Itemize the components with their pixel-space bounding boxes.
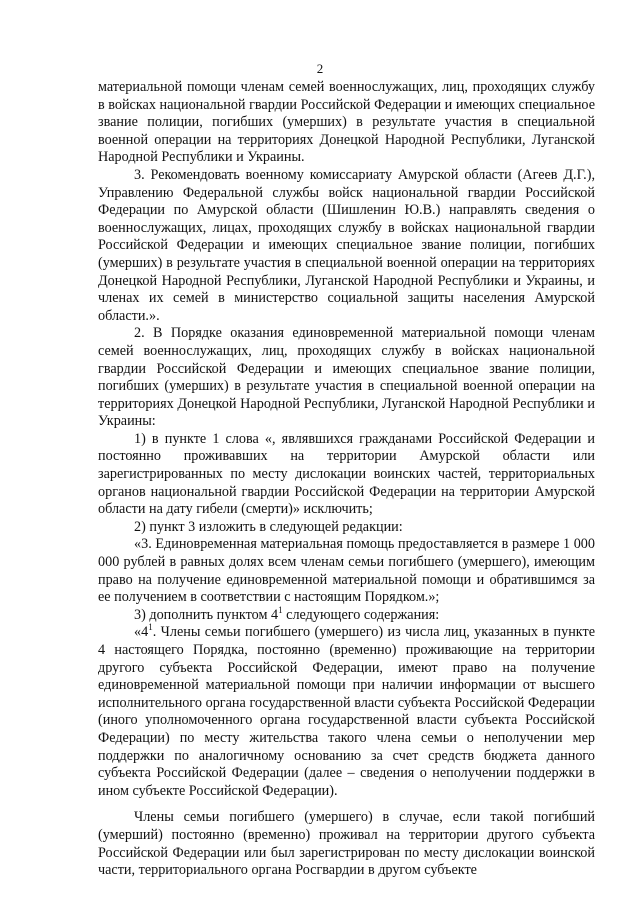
paragraph-quoted-item-4-1 xyxy=(98,624,595,800)
superscript-1: 1 xyxy=(148,622,153,633)
paragraph-subitem-2: 2) пункт 3 изложить в следующей редакции: xyxy=(134,518,403,535)
quoted-item-text-after: . Члены семьи погибшего (умершего) из числа лиц, указанных в пункте 4 настоящего Порядка, постоянно (временно) проживающие на территории другого субъекта Российской Федерации, имеют право на получение единовременной материальной помощи при наличии информации от высшего исполнительного органа государственной власти субъекта Российской Федерации (иного уполномоченного органа государственной власти субъекта Российской Федерации) по месту жительства такого члена семьи о неполучении мер поддержки по аналогичному основанию за счет средств бюджета данного субъекта Российской Федерации (далее – сведения о неполучении поддержки в ином субъекте Российской Федерации). xyxy=(98,624,595,799)
paragraph-subitem-3 xyxy=(98,604,595,625)
paragraph-continuation: материальной помощи членам семей военнослужащих, лиц, проходящих службу в войсках национальной гвардии Российской Федерации и имеющих специальное звание полиции, погибших (умерших) в результате участия в специальной военной операции на территориях Донецкой Народной Республики, Луганской Народной Республики и Украины. xyxy=(98,79,595,166)
superscript-1: 1 xyxy=(278,604,283,615)
subitem-3-text-after: следующего содержания: xyxy=(282,606,440,623)
paragraph-quoted-item-3: «3. Единовременная материальная помощь предоставляется в размере 1 000 000 рублей в равных долях всем членам семьи погибшего (умершего), имеющим право на получение единовременной материальной помощи и обратившимся за ее получением в соответствии с настоящим Порядком.»; xyxy=(98,536,595,606)
page-number: 2 xyxy=(316,61,324,76)
document-body xyxy=(98,79,595,880)
paragraph-item-3-recommend: 3. Рекомендовать военному комиссариату Амурской области (Агеев Д.Г.), Управлению Федеральной службы войск национальной гвардии Российской Федерации по Амурской области (Шишленин Ю.В.) направлять сведения о военнослужащих, лицах, проходящих службу в войсках национальной гвардии Российской Федерации и имеющих специальное звание полиции, погибших (умерших) в результате участия в специальной военной операции на территориях Донецкой Народной Республики, Луганской Народной Республики и Украины, и членах их семей в министерство социальной защиты населения Амурской области.». xyxy=(98,166,595,324)
subitem-3-text-before: 3) дополнить пунктом 4 xyxy=(134,606,279,623)
paragraph-family-members: Члены семьи погибшего (умершего) в случае, если такой погибший (умерший) постоянно (временно) проживал на территории другого субъекта Российской Федерации или был зарегистрирован по месту дислокации воинской части, территориального органа Росгвардии в другом субъекте xyxy=(98,809,595,879)
paragraph-item-2-procedure: 2. В Порядке оказания единовременной материальной помощи членам семей военнослужащих, лиц, проходящих службу в войсках национальной гвардии Российской Федерации и имеющих специальное звание полиции, погибших (умерших) в результате участия в специальной военной операции на территориях Донецкой Народной Республики, Луганской Народной Республики и Украины: xyxy=(98,325,595,430)
quoted-item-text-before: «4 xyxy=(134,624,149,641)
paragraph-subitem-1: 1) в пункте 1 слова «, являвшихся гражданами Российской Федерации и постоянно проживавших на территории Амурской области или зарегистрированных по месту дислокации воинских частей, территориальных органов национальной гвардии Российской Федерации на территории Амурской области на дату гибели (смерти)» исключить; xyxy=(98,430,595,518)
